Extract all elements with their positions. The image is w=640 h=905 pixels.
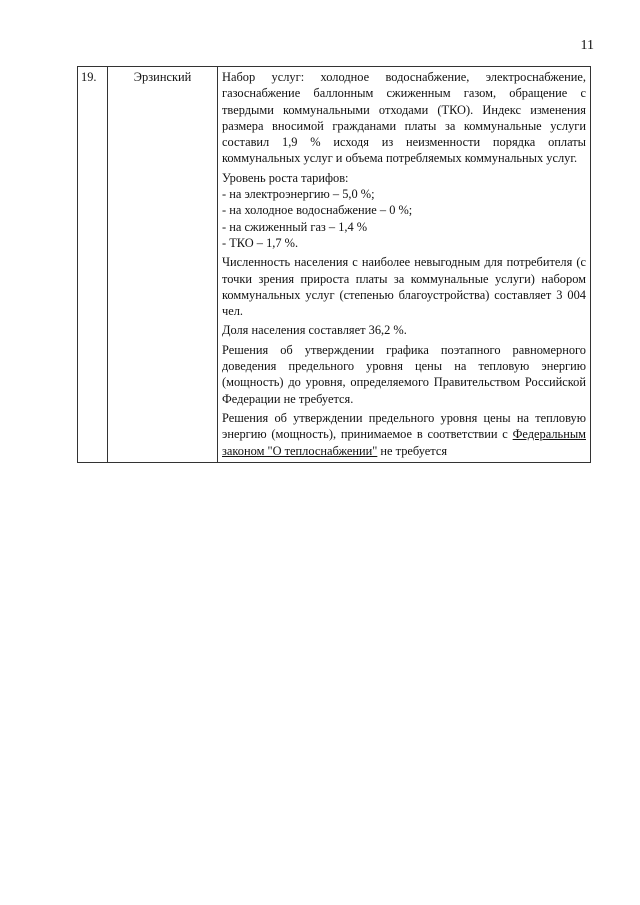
tariff-item: - на холодное водоснабжение – 0 %; — [222, 203, 413, 218]
tariff-item: - на электроэнергию – 5,0 %; — [222, 187, 375, 202]
population-paragraph: Численность населения с наиболее невыгодным для потребителя (с точки зрения прироста платы за коммунальные услуги) набором коммунальных услуг (степенью благоустройства) составляет 3 004 чел. — [222, 255, 586, 319]
limit-paragraph — [222, 410, 586, 459]
row-number: 19. — [78, 67, 108, 463]
tariff-item: - ТКО – 1,7 %. — [222, 235, 299, 250]
limit-paragraph-end: не требуется — [377, 443, 448, 458]
description-cell — [218, 67, 591, 463]
tariffs-heading: Уровень роста тарифов: — [222, 170, 349, 185]
limit-paragraph-start: Решения об утверждении предельного уровня цены на тепловую энергию (мощность), принимаемое в соответствии с — [222, 410, 586, 442]
tariff-item: - на сжиженный газ – 1,4 % — [222, 219, 368, 234]
federal-law-link[interactable]: Федеральным законом "О теплоснабжении" — [222, 427, 586, 458]
services-paragraph: Набор услуг: холодное водоснабжение, электроснабжение, газоснабжение баллонным сжиженным газом, обращение с твердыми коммунальными отходами (ТКО). Индекс изменения размера вносимой гражданами платы за коммунальные услуги составил 1,9 % исходя из неизменности порядка оплаты коммунальных услуг и объема потребляемых коммунальных услуг. — [222, 70, 586, 166]
schedule-paragraph: Решения об утверждении графика поэтапного равномерного доведения предельного уровня цены на тепловую энергию (мощность) до уровня, определяемого Правительством Российской Федерации не требуется. — [222, 342, 586, 406]
tariff-table — [77, 66, 591, 463]
table-row — [78, 67, 591, 463]
share-paragraph: Доля населения составляет 36,2 %. — [222, 323, 407, 338]
page-number: 11 — [580, 38, 594, 53]
district-name: Эрзинский — [108, 67, 218, 463]
